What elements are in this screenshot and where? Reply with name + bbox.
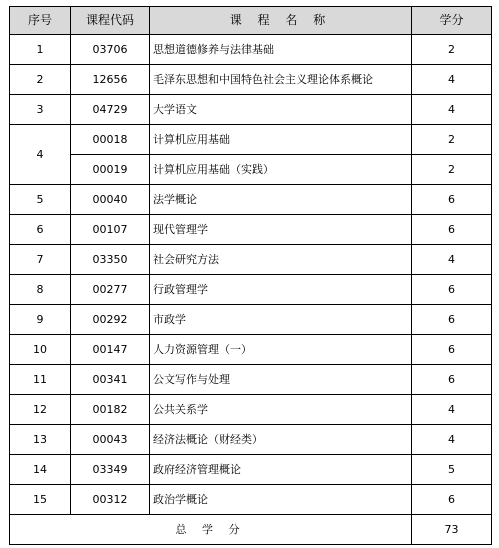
row-code: 00018 — [71, 125, 150, 155]
row-seq: 9 — [10, 305, 71, 335]
row-name: 市政学 — [150, 305, 412, 335]
row-name: 公共关系学 — [150, 395, 412, 425]
row-name: 行政管理学 — [150, 275, 412, 305]
row-seq: 12 — [10, 395, 71, 425]
row-name: 政治学概论 — [150, 485, 412, 515]
row-name: 社会研究方法 — [150, 245, 412, 275]
header-seq: 序号 — [10, 7, 71, 35]
row-name: 现代管理学 — [150, 215, 412, 245]
row-seq: 15 — [10, 485, 71, 515]
table-row — [10, 215, 492, 245]
row-credit: 6 — [412, 365, 492, 395]
table-row — [10, 125, 492, 155]
row-seq: 13 — [10, 425, 71, 455]
row-credit: 4 — [412, 395, 492, 425]
row-credit: 4 — [412, 245, 492, 275]
table-row — [10, 35, 492, 65]
row-code: 00043 — [71, 425, 150, 455]
table-row — [10, 455, 492, 485]
row-code: 03349 — [71, 455, 150, 485]
row-credit: 6 — [412, 275, 492, 305]
row-seq: 8 — [10, 275, 71, 305]
row-seq: 2 — [10, 65, 71, 95]
table-row — [10, 365, 492, 395]
row-seq: 3 — [10, 95, 71, 125]
row-credit: 6 — [412, 185, 492, 215]
row-code: 00147 — [71, 335, 150, 365]
row-credit: 6 — [412, 305, 492, 335]
header-credit: 学分 — [412, 7, 492, 35]
row-name: 毛泽东思想和中国特色社会主义理论体系概论 — [150, 65, 412, 95]
row-seq: 11 — [10, 365, 71, 395]
total-row — [10, 515, 492, 545]
row-code: 00312 — [71, 485, 150, 515]
row-name: 政府经济管理概论 — [150, 455, 412, 485]
table-row — [10, 395, 492, 425]
total-label: 总 学 分 — [10, 515, 412, 545]
row-seq: 7 — [10, 245, 71, 275]
row-code: 12656 — [71, 65, 150, 95]
row-code: 00341 — [71, 365, 150, 395]
row-seq: 1 — [10, 35, 71, 65]
table-row — [10, 335, 492, 365]
row-code: 03350 — [71, 245, 150, 275]
table-row — [10, 95, 492, 125]
total-value: 73 — [412, 515, 492, 545]
table-row — [10, 485, 492, 515]
row-code: 04729 — [71, 95, 150, 125]
row-credit: 6 — [412, 335, 492, 365]
row-code: 00040 — [71, 185, 150, 215]
row-name: 经济法概论（财经类） — [150, 425, 412, 455]
table-row — [10, 425, 492, 455]
row-name: 大学语文 — [150, 95, 412, 125]
row-credit: 6 — [412, 215, 492, 245]
row-name: 思想道德修养与法律基础 — [150, 35, 412, 65]
header-code: 课程代码 — [71, 7, 150, 35]
row-credit: 2 — [412, 125, 492, 155]
row-code: 00107 — [71, 215, 150, 245]
row-name: 公文写作与处理 — [150, 365, 412, 395]
row-seq: 6 — [10, 215, 71, 245]
table-header-row — [10, 7, 492, 35]
table-row — [10, 305, 492, 335]
row-seq: 10 — [10, 335, 71, 365]
table-row — [10, 155, 492, 185]
table-row — [10, 275, 492, 305]
table-row — [10, 65, 492, 95]
row-seq: 4 — [10, 125, 71, 185]
table-row — [10, 185, 492, 215]
row-name: 计算机应用基础 — [150, 125, 412, 155]
row-name: 法学概论 — [150, 185, 412, 215]
row-code: 00277 — [71, 275, 150, 305]
row-code: 03706 — [71, 35, 150, 65]
row-credit: 5 — [412, 455, 492, 485]
table-row — [10, 245, 492, 275]
row-seq: 14 — [10, 455, 71, 485]
row-credit: 2 — [412, 35, 492, 65]
row-code: 00182 — [71, 395, 150, 425]
row-credit: 4 — [412, 65, 492, 95]
row-name: 人力资源管理（一） — [150, 335, 412, 365]
header-name: 课 程 名 称 — [150, 7, 412, 35]
row-credit: 2 — [412, 155, 492, 185]
row-credit: 4 — [412, 95, 492, 125]
row-credit: 4 — [412, 425, 492, 455]
row-name: 计算机应用基础（实践） — [150, 155, 412, 185]
course-table — [9, 6, 492, 545]
row-code: 00292 — [71, 305, 150, 335]
row-code: 00019 — [71, 155, 150, 185]
row-seq: 5 — [10, 185, 71, 215]
row-credit: 6 — [412, 485, 492, 515]
